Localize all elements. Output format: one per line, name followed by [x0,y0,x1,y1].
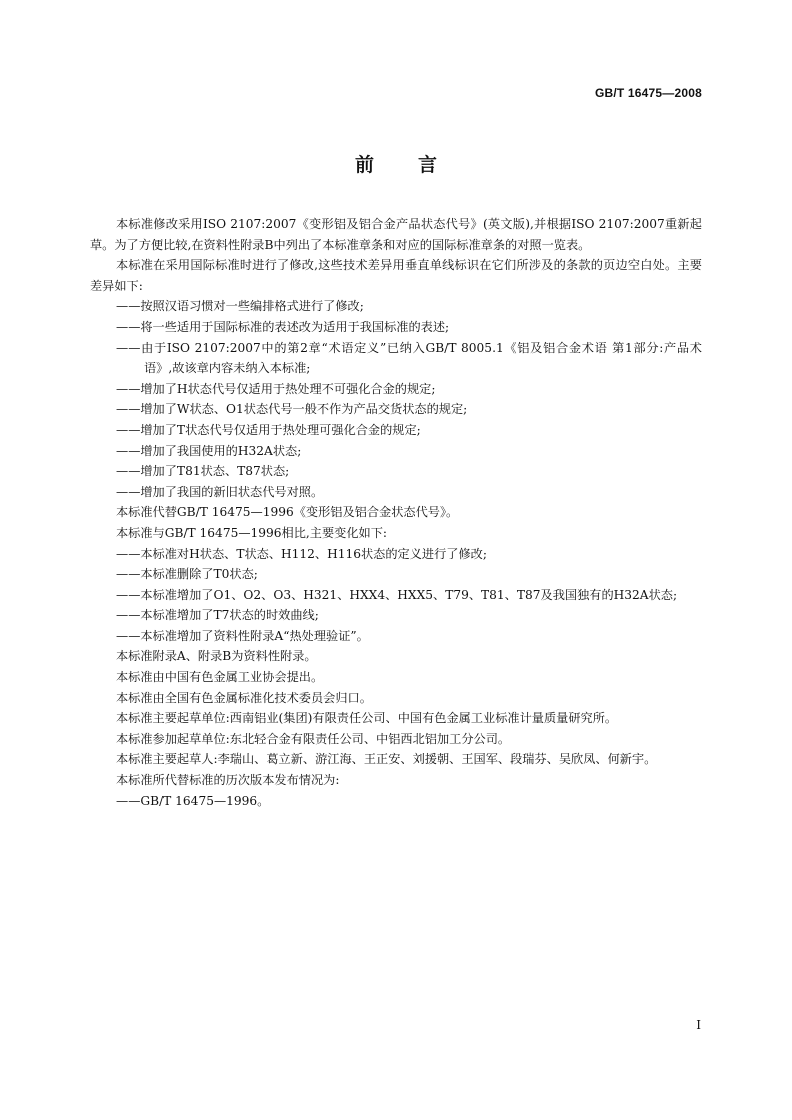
page-title: 前言 [354,154,481,176]
difference-item: ——增加了H状态代号仅适用于热处理不可强化合金的规定; [116,381,436,396]
change-item: ——本标准增加了T7状态的时效曲线; [116,608,319,623]
main-drafters: 本标准主要起草人:李瑞山、葛立新、游江海、王正安、刘援朝、王国军、段瑞芬、吴欣凤、何新宇。 [116,752,657,767]
difference-item: ——由于ISO 2107:2007中的第2章“术语定义”已纳入GB/T 8005.1《铝及铝合金术语 第1部分:产品术语》,故该章内容未纳入本标准; [116,340,702,376]
difference-item: ——增加了T81状态、T87状态; [116,464,290,479]
change-item: ——本标准对H状态、T状态、H112、H116状态的定义进行了修改; [116,546,487,561]
change-item: ——本标准删除了T0状态; [116,567,258,582]
intro-paragraph-1: 本标准修改采用ISO 2107:2007《变形铝及铝合金产品状态代号》(英文版),并根据ISO 2107:2007重新起草。为了方便比较,在资料性附录B中列出了本标准章条和对应的国际标准章条的对照一览表。 [90,217,702,252]
difference-item: ——增加了我国使用的H32A状态; [116,443,302,458]
change-item: ——本标准增加了O1、O2、O3、H321、HXX4、HXX5、T79、T81、T87及我国独有的H32A状态; [116,587,678,602]
intro-paragraph-2: 本标准在采用国际标准时进行了修改,这些技术差异用垂直单线标识在它们所涉及的条款的页边空白处。主要差异如下: [90,258,702,293]
difference-item: ——将一些适用于国际标准的表述改为适用于我国标准的表述; [116,319,450,334]
foreword-body [90,214,702,811]
difference-item: ——增加了我国的新旧状态代号对照。 [116,484,324,499]
standard-number: GB/T 16475—2008 [594,86,702,100]
replaces-paragraph: 本标准代替GB/T 16475—1996《变形铝及铝合金状态代号》。 [116,505,459,520]
history-item: ——GB/T 16475—1996。 [116,793,270,808]
proposer-statement: 本标准由中国有色金属工业协会提出。 [116,670,324,685]
changes-intro: 本标准与GB/T 16475—1996相比,主要变化如下: [116,525,388,540]
difference-item: ——增加了W状态、O1状态代号一般不作为产品交货状态的规定; [116,402,468,417]
annex-statement: 本标准附录A、附录B为资料性附录。 [116,649,317,664]
history-intro: 本标准所代替标准的历次版本发布情况为: [116,773,340,788]
main-drafting-units: 本标准主要起草单位:西南铝业(集团)有限责任公司、中国有色金属工业标准计量质量研究所。 [116,711,618,726]
page-number: I [696,1018,701,1032]
change-item: ——本标准增加了资料性附录A“热处理验证”。 [116,628,369,643]
difference-item: ——按照汉语习惯对一些编排格式进行了修改; [116,299,364,314]
committee-statement: 本标准由全国有色金属标准化技术委员会归口。 [116,690,372,705]
difference-item: ——增加了T状态代号仅适用于热处理可强化合金的规定; [116,422,421,437]
participating-drafting-units: 本标准参加起草单位:东北轻合金有限责任公司、中铝西北铝加工分公司。 [116,731,511,746]
